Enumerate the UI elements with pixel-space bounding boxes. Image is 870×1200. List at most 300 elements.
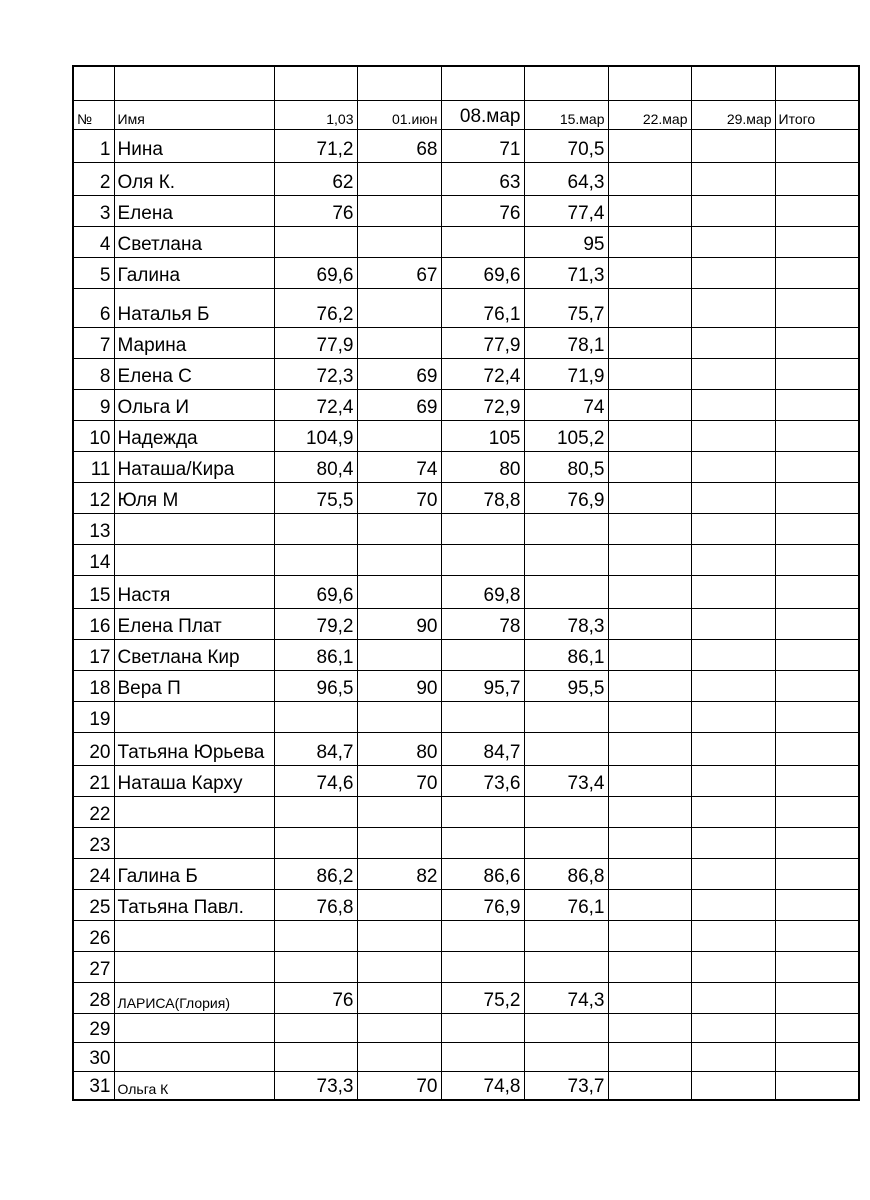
row-total <box>775 257 859 288</box>
row-total <box>775 670 859 701</box>
row-name <box>114 701 274 732</box>
table-row <box>73 670 859 701</box>
row-value-3: 63 <box>441 162 524 195</box>
row-value-3: 78 <box>441 608 524 639</box>
row-value-5 <box>608 765 691 796</box>
table-row <box>73 889 859 920</box>
row-value-5 <box>608 226 691 257</box>
row-number: 5 <box>73 257 114 288</box>
row-number: 31 <box>73 1071 114 1100</box>
row-value-1 <box>274 544 357 575</box>
row-value-2 <box>357 920 441 951</box>
row-total <box>775 389 859 420</box>
row-value-3: 84,7 <box>441 732 524 765</box>
row-number: 10 <box>73 420 114 451</box>
header-date-1: 1,03 <box>274 100 357 129</box>
row-name: Нина <box>114 129 274 162</box>
row-name: Галина <box>114 257 274 288</box>
blank-top-row <box>73 66 859 100</box>
row-value-4 <box>524 827 608 858</box>
row-value-4: 70,5 <box>524 129 608 162</box>
table-row <box>73 796 859 827</box>
row-value-3: 95,7 <box>441 670 524 701</box>
row-value-1: 69,6 <box>274 575 357 608</box>
row-value-2: 74 <box>357 451 441 482</box>
header-date-2: 01.июн <box>357 100 441 129</box>
row-value-1: 76,8 <box>274 889 357 920</box>
row-value-1 <box>274 827 357 858</box>
row-value-6 <box>691 827 775 858</box>
row-total <box>775 796 859 827</box>
weight-table <box>72 65 860 1101</box>
row-value-3 <box>441 226 524 257</box>
row-number: 22 <box>73 796 114 827</box>
row-value-6 <box>691 226 775 257</box>
header-total: Итого <box>775 100 859 129</box>
row-value-6 <box>691 1042 775 1071</box>
row-value-4: 71,3 <box>524 257 608 288</box>
row-value-4 <box>524 920 608 951</box>
row-value-5 <box>608 858 691 889</box>
row-value-6 <box>691 544 775 575</box>
table-row <box>73 982 859 1013</box>
row-value-5 <box>608 389 691 420</box>
row-value-5 <box>608 701 691 732</box>
row-total <box>775 513 859 544</box>
row-value-4: 73,4 <box>524 765 608 796</box>
row-number: 23 <box>73 827 114 858</box>
row-value-4: 71,9 <box>524 358 608 389</box>
row-value-5 <box>608 513 691 544</box>
row-value-1: 72,3 <box>274 358 357 389</box>
row-value-5 <box>608 670 691 701</box>
table-row <box>73 858 859 889</box>
row-number: 11 <box>73 451 114 482</box>
table-row <box>73 451 859 482</box>
row-value-4: 78,1 <box>524 327 608 358</box>
table-row <box>73 732 859 765</box>
table-row <box>73 288 859 327</box>
row-value-6 <box>691 858 775 889</box>
row-value-5 <box>608 195 691 226</box>
row-number: 30 <box>73 1042 114 1071</box>
row-name: Вера П <box>114 670 274 701</box>
row-name: Наташа Карху <box>114 765 274 796</box>
row-total <box>775 420 859 451</box>
row-total <box>775 544 859 575</box>
row-value-4: 80,5 <box>524 451 608 482</box>
row-value-6 <box>691 389 775 420</box>
row-value-2 <box>357 162 441 195</box>
table-row <box>73 482 859 513</box>
row-value-4: 75,7 <box>524 288 608 327</box>
row-value-6 <box>691 796 775 827</box>
row-value-3: 69,6 <box>441 257 524 288</box>
header-date-4: 15.мар <box>524 100 608 129</box>
row-value-1 <box>274 796 357 827</box>
row-value-2 <box>357 288 441 327</box>
row-value-5 <box>608 1042 691 1071</box>
row-value-1: 74,6 <box>274 765 357 796</box>
table-row <box>73 639 859 670</box>
row-value-1 <box>274 226 357 257</box>
row-number: 18 <box>73 670 114 701</box>
row-value-4 <box>524 951 608 982</box>
row-value-6 <box>691 1071 775 1100</box>
row-value-6 <box>691 920 775 951</box>
row-value-2: 70 <box>357 482 441 513</box>
row-name <box>114 1013 274 1042</box>
row-name: Настя <box>114 575 274 608</box>
table-row <box>73 195 859 226</box>
row-number: 20 <box>73 732 114 765</box>
row-value-2: 68 <box>357 129 441 162</box>
row-value-3 <box>441 1013 524 1042</box>
row-total <box>775 288 859 327</box>
row-name: Юля М <box>114 482 274 513</box>
row-value-1: 104,9 <box>274 420 357 451</box>
table-row <box>73 327 859 358</box>
header-date-6: 29.мар <box>691 100 775 129</box>
table-row <box>73 162 859 195</box>
row-number: 2 <box>73 162 114 195</box>
row-value-3: 74,8 <box>441 1071 524 1100</box>
row-number: 9 <box>73 389 114 420</box>
row-value-5 <box>608 544 691 575</box>
row-value-4: 95,5 <box>524 670 608 701</box>
row-value-2 <box>357 1042 441 1071</box>
row-value-6 <box>691 513 775 544</box>
row-number: 4 <box>73 226 114 257</box>
row-total <box>775 1013 859 1042</box>
row-number: 28 <box>73 982 114 1013</box>
row-value-5 <box>608 639 691 670</box>
row-value-2 <box>357 327 441 358</box>
row-name: Наташа/Кира <box>114 451 274 482</box>
row-number: 17 <box>73 639 114 670</box>
table-row <box>73 1013 859 1042</box>
row-total <box>775 129 859 162</box>
row-value-1: 80,4 <box>274 451 357 482</box>
row-value-3: 86,6 <box>441 858 524 889</box>
row-value-3: 80 <box>441 451 524 482</box>
row-value-5 <box>608 889 691 920</box>
row-value-3: 72,4 <box>441 358 524 389</box>
row-number: 3 <box>73 195 114 226</box>
row-value-3: 75,2 <box>441 982 524 1013</box>
row-value-3 <box>441 796 524 827</box>
row-number: 13 <box>73 513 114 544</box>
row-number: 12 <box>73 482 114 513</box>
row-value-5 <box>608 451 691 482</box>
row-value-2 <box>357 951 441 982</box>
row-value-2 <box>357 226 441 257</box>
row-number: 14 <box>73 544 114 575</box>
row-value-1: 76 <box>274 195 357 226</box>
row-value-3: 77,9 <box>441 327 524 358</box>
row-value-6 <box>691 482 775 513</box>
row-value-6 <box>691 288 775 327</box>
row-value-4: 95 <box>524 226 608 257</box>
table-row <box>73 951 859 982</box>
table-row <box>73 1042 859 1071</box>
row-value-1 <box>274 701 357 732</box>
row-value-3: 76,1 <box>441 288 524 327</box>
row-value-2: 70 <box>357 765 441 796</box>
row-value-4: 64,3 <box>524 162 608 195</box>
table-row <box>73 257 859 288</box>
row-name <box>114 920 274 951</box>
row-value-3 <box>441 639 524 670</box>
row-value-3 <box>441 951 524 982</box>
row-name: Елена <box>114 195 274 226</box>
row-value-3 <box>441 513 524 544</box>
row-value-4: 74 <box>524 389 608 420</box>
row-value-4 <box>524 513 608 544</box>
row-number: 29 <box>73 1013 114 1042</box>
row-value-2 <box>357 701 441 732</box>
row-value-6 <box>691 195 775 226</box>
row-value-2 <box>357 544 441 575</box>
row-value-5 <box>608 1013 691 1042</box>
row-value-6 <box>691 670 775 701</box>
row-value-4 <box>524 732 608 765</box>
row-total <box>775 765 859 796</box>
row-value-6 <box>691 608 775 639</box>
row-name: Татьяна Юрьева <box>114 732 274 765</box>
row-name: Светлана <box>114 226 274 257</box>
row-total <box>775 858 859 889</box>
row-number: 8 <box>73 358 114 389</box>
row-total <box>775 195 859 226</box>
row-total <box>775 920 859 951</box>
table-row <box>73 827 859 858</box>
row-value-5 <box>608 982 691 1013</box>
row-value-2: 70 <box>357 1071 441 1100</box>
row-value-2 <box>357 575 441 608</box>
row-value-5 <box>608 358 691 389</box>
row-value-1: 71,2 <box>274 129 357 162</box>
row-value-4: 77,4 <box>524 195 608 226</box>
row-value-2 <box>357 513 441 544</box>
row-value-1: 86,2 <box>274 858 357 889</box>
row-value-6 <box>691 889 775 920</box>
table-row <box>73 920 859 951</box>
row-value-4: 76,1 <box>524 889 608 920</box>
row-value-2: 69 <box>357 389 441 420</box>
row-value-1 <box>274 920 357 951</box>
row-value-1: 75,5 <box>274 482 357 513</box>
table-row <box>73 765 859 796</box>
row-value-2: 90 <box>357 670 441 701</box>
row-value-2 <box>357 982 441 1013</box>
row-value-2 <box>357 889 441 920</box>
header-name: Имя <box>114 100 274 129</box>
row-value-1: 79,2 <box>274 608 357 639</box>
row-total <box>775 982 859 1013</box>
row-value-6 <box>691 951 775 982</box>
row-total <box>775 482 859 513</box>
row-value-4: 76,9 <box>524 482 608 513</box>
row-value-6 <box>691 327 775 358</box>
row-value-4: 86,8 <box>524 858 608 889</box>
row-value-2 <box>357 195 441 226</box>
row-value-5 <box>608 1071 691 1100</box>
row-total <box>775 732 859 765</box>
row-total <box>775 451 859 482</box>
row-name: Галина Б <box>114 858 274 889</box>
row-name <box>114 951 274 982</box>
row-number: 21 <box>73 765 114 796</box>
row-name: Ольга К <box>114 1071 274 1100</box>
row-total <box>775 889 859 920</box>
row-total <box>775 327 859 358</box>
header-row <box>73 100 859 129</box>
row-name: Наталья Б <box>114 288 274 327</box>
row-value-5 <box>608 482 691 513</box>
row-value-2: 90 <box>357 608 441 639</box>
row-value-3: 69,8 <box>441 575 524 608</box>
row-name: Светлана Кир <box>114 639 274 670</box>
row-value-3: 78,8 <box>441 482 524 513</box>
row-value-1: 62 <box>274 162 357 195</box>
row-value-5 <box>608 257 691 288</box>
row-value-2 <box>357 1013 441 1042</box>
row-value-3: 73,6 <box>441 765 524 796</box>
table-row <box>73 608 859 639</box>
row-value-2 <box>357 827 441 858</box>
table-row <box>73 575 859 608</box>
row-value-4 <box>524 796 608 827</box>
row-number: 16 <box>73 608 114 639</box>
row-name: Елена С <box>114 358 274 389</box>
row-value-6 <box>691 358 775 389</box>
row-value-2: 69 <box>357 358 441 389</box>
table-row <box>73 1071 859 1100</box>
row-total <box>775 358 859 389</box>
row-value-6 <box>691 1013 775 1042</box>
row-number: 27 <box>73 951 114 982</box>
row-value-4 <box>524 544 608 575</box>
table-row <box>73 420 859 451</box>
row-value-6 <box>691 451 775 482</box>
row-value-4: 74,3 <box>524 982 608 1013</box>
row-value-1: 84,7 <box>274 732 357 765</box>
row-value-2 <box>357 639 441 670</box>
row-value-5 <box>608 951 691 982</box>
row-value-2: 67 <box>357 257 441 288</box>
row-value-3 <box>441 544 524 575</box>
row-value-1 <box>274 1013 357 1042</box>
row-total <box>775 701 859 732</box>
table-row <box>73 513 859 544</box>
table-row <box>73 701 859 732</box>
row-name <box>114 796 274 827</box>
row-value-6 <box>691 420 775 451</box>
row-value-4 <box>524 701 608 732</box>
table-row <box>73 389 859 420</box>
row-value-1: 73,3 <box>274 1071 357 1100</box>
row-name <box>114 513 274 544</box>
row-value-1 <box>274 1042 357 1071</box>
row-value-5 <box>608 796 691 827</box>
row-number: 24 <box>73 858 114 889</box>
row-value-3: 105 <box>441 420 524 451</box>
row-value-2 <box>357 420 441 451</box>
table-row <box>73 226 859 257</box>
row-value-6 <box>691 639 775 670</box>
table-row <box>73 544 859 575</box>
row-total <box>775 226 859 257</box>
header-date-5: 22.мар <box>608 100 691 129</box>
row-value-5 <box>608 327 691 358</box>
row-name: Ольга И <box>114 389 274 420</box>
row-value-6 <box>691 129 775 162</box>
row-number: 7 <box>73 327 114 358</box>
row-value-4: 105,2 <box>524 420 608 451</box>
row-value-3: 76 <box>441 195 524 226</box>
row-value-1 <box>274 951 357 982</box>
row-value-6 <box>691 575 775 608</box>
row-total <box>775 162 859 195</box>
row-name: Марина <box>114 327 274 358</box>
row-value-6 <box>691 257 775 288</box>
row-name <box>114 544 274 575</box>
row-value-1: 86,1 <box>274 639 357 670</box>
row-value-5 <box>608 288 691 327</box>
row-value-3 <box>441 1042 524 1071</box>
row-name <box>114 1042 274 1071</box>
row-value-4: 86,1 <box>524 639 608 670</box>
row-total <box>775 575 859 608</box>
row-value-2: 82 <box>357 858 441 889</box>
row-total <box>775 951 859 982</box>
row-total <box>775 1071 859 1100</box>
row-value-3: 76,9 <box>441 889 524 920</box>
row-name: Елена Плат <box>114 608 274 639</box>
row-total <box>775 639 859 670</box>
row-number: 25 <box>73 889 114 920</box>
row-value-6 <box>691 982 775 1013</box>
row-total <box>775 827 859 858</box>
table-row <box>73 358 859 389</box>
row-number: 15 <box>73 575 114 608</box>
row-value-1: 77,9 <box>274 327 357 358</box>
row-value-5 <box>608 575 691 608</box>
row-number: 19 <box>73 701 114 732</box>
row-value-5 <box>608 732 691 765</box>
row-value-2: 80 <box>357 732 441 765</box>
row-value-5 <box>608 920 691 951</box>
row-value-6 <box>691 162 775 195</box>
table-row <box>73 129 859 162</box>
row-value-5 <box>608 420 691 451</box>
row-number: 26 <box>73 920 114 951</box>
row-value-6 <box>691 732 775 765</box>
row-value-5 <box>608 129 691 162</box>
row-value-1 <box>274 513 357 544</box>
row-value-4 <box>524 575 608 608</box>
row-number: 6 <box>73 288 114 327</box>
row-name: ЛАРИСА(Глория) <box>114 982 274 1013</box>
row-total <box>775 1042 859 1071</box>
row-value-4 <box>524 1013 608 1042</box>
header-date-3: 08.мар <box>441 100 524 129</box>
row-value-4 <box>524 1042 608 1071</box>
row-value-5 <box>608 608 691 639</box>
row-name <box>114 827 274 858</box>
row-value-3: 71 <box>441 129 524 162</box>
